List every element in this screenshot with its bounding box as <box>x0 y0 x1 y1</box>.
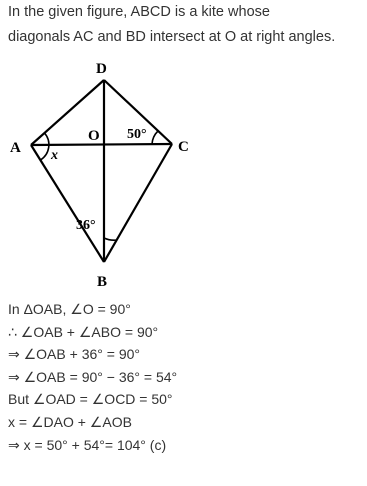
angle-arc-b <box>104 238 117 240</box>
vertex-label-a: A <box>10 140 21 156</box>
angle-arc-c <box>152 131 158 144</box>
problem-line-1: In the given figure, ABCD is a kite whose <box>8 4 270 20</box>
angle-label-b: 36° <box>76 218 96 233</box>
angle-arc-a <box>41 133 49 160</box>
angle-label-x: x <box>51 148 58 163</box>
vertex-label-d: D <box>96 61 107 77</box>
solution-line-7: ⇒ x = 50° + 54°= 104° (c) <box>8 436 167 453</box>
solution-steps <box>8 298 363 456</box>
vertex-label-b: B <box>97 274 108 290</box>
solution-line-6: x = ∠DAO + ∠AOB <box>8 413 132 430</box>
problem-statement <box>8 0 363 50</box>
side-ba <box>31 145 104 262</box>
solution-line-1: In ΔOAB, ∠O = 90° <box>8 301 131 317</box>
solution-line-5: But ∠OAD = ∠OCD = 50° <box>8 391 173 408</box>
solution-line-3: ⇒ ∠OAB + 36° = 90° <box>8 346 140 363</box>
vertex-label-c: C <box>178 139 189 155</box>
angle-label-c: 50° <box>127 127 147 142</box>
kite-figure <box>0 52 367 292</box>
diagonal-ac <box>31 144 172 145</box>
side-cb <box>104 144 172 262</box>
solution-line-4: ⇒ ∠OAB = 90° − 36° = 54° <box>8 368 178 385</box>
center-label-o: O <box>88 128 100 144</box>
problem-line-2: diagonals AC and BD intersect at O at right angles. <box>8 29 336 45</box>
solution-line-2: ∴ ∠OAB + ∠ABO = 90° <box>8 323 159 340</box>
